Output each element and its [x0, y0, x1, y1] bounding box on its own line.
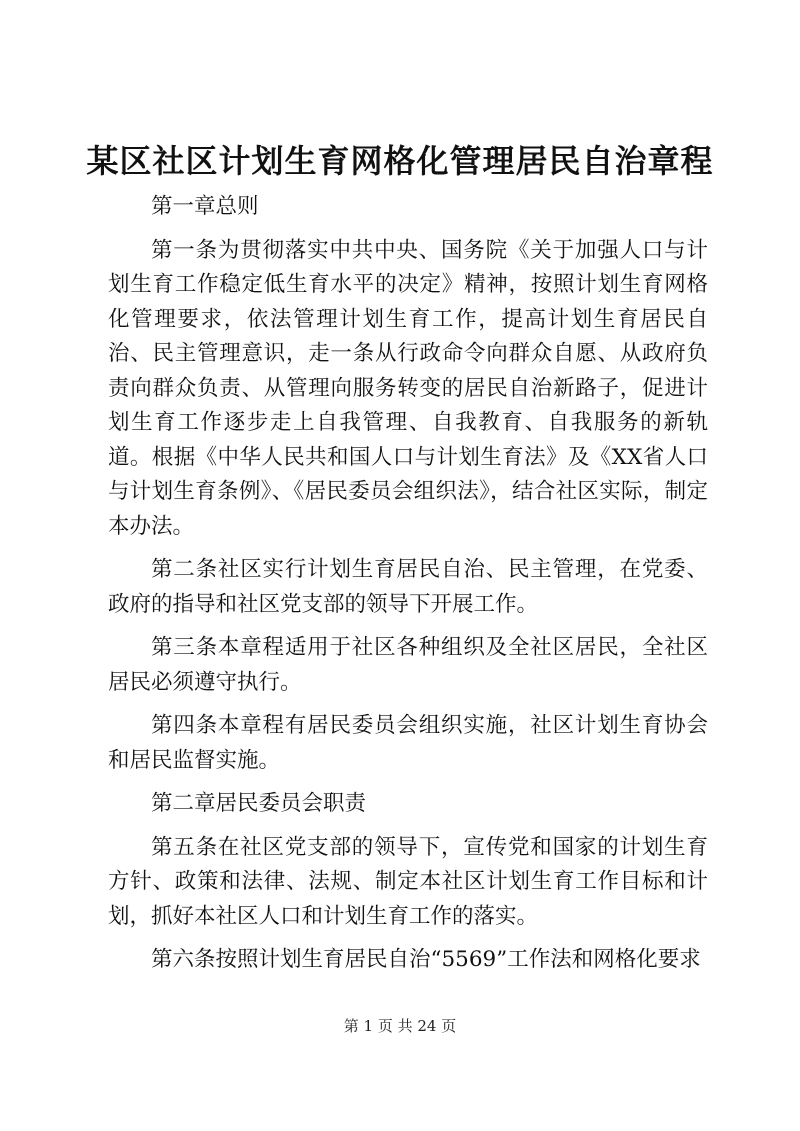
chapter-heading: 第一章总则	[151, 194, 259, 219]
article-paragraph: 第三条本章程适用于社区各种组织及全社区居民，全社区居民必须遵守执行。	[108, 635, 708, 695]
article-paragraph: 第六条按照计划生育居民自治“5569”工作法和网格化要求	[151, 947, 701, 972]
page-number-footer: 第 1 页 共 24 页	[343, 1017, 457, 1035]
article-paragraph: 第二条社区实行计划生育居民自治、民主管理，在党委、政府的指导和社区党支部的领导下开展工作。	[108, 557, 708, 617]
article-paragraph: 第五条在社区党支部的领导下，宣传党和国家的计划生育方针、政策和法律、法规、制定本社区计划生育工作目标和计划，抓好本社区人口和计划生育工作的落实。	[108, 834, 708, 929]
article-paragraph: 第四条本章程有居民委员会组织实施，社区计划生育协会和居民监督实施。	[108, 713, 708, 773]
document-body	[108, 190, 708, 987]
document-title: 某区社区计划生育网格化管理居民自治章程	[86, 142, 714, 180]
article-paragraph: 第一条为贯彻落实中共中央、国务院《关于加强人口与计划生育工作稳定低生育水平的决定》精神，按照计划生育网格化管理要求，依法管理计划生育工作，提高计划生育居民自治、民主管理意识，走一条从行政命令向群众自愿、从政府负责向群众负责、从管理向服务转变的居民自治新路子，促进计划生育工作逐步走上自我管理、自我教育、自我服务的新轨道。根据《中华人民共和国人口与计划生育法》及《XX省人口与计划生育条例》、《居民委员会组织法》，结合社区实际，制定本办法。	[108, 237, 708, 539]
chapter-heading: 第二章居民委员会职责	[151, 791, 367, 816]
